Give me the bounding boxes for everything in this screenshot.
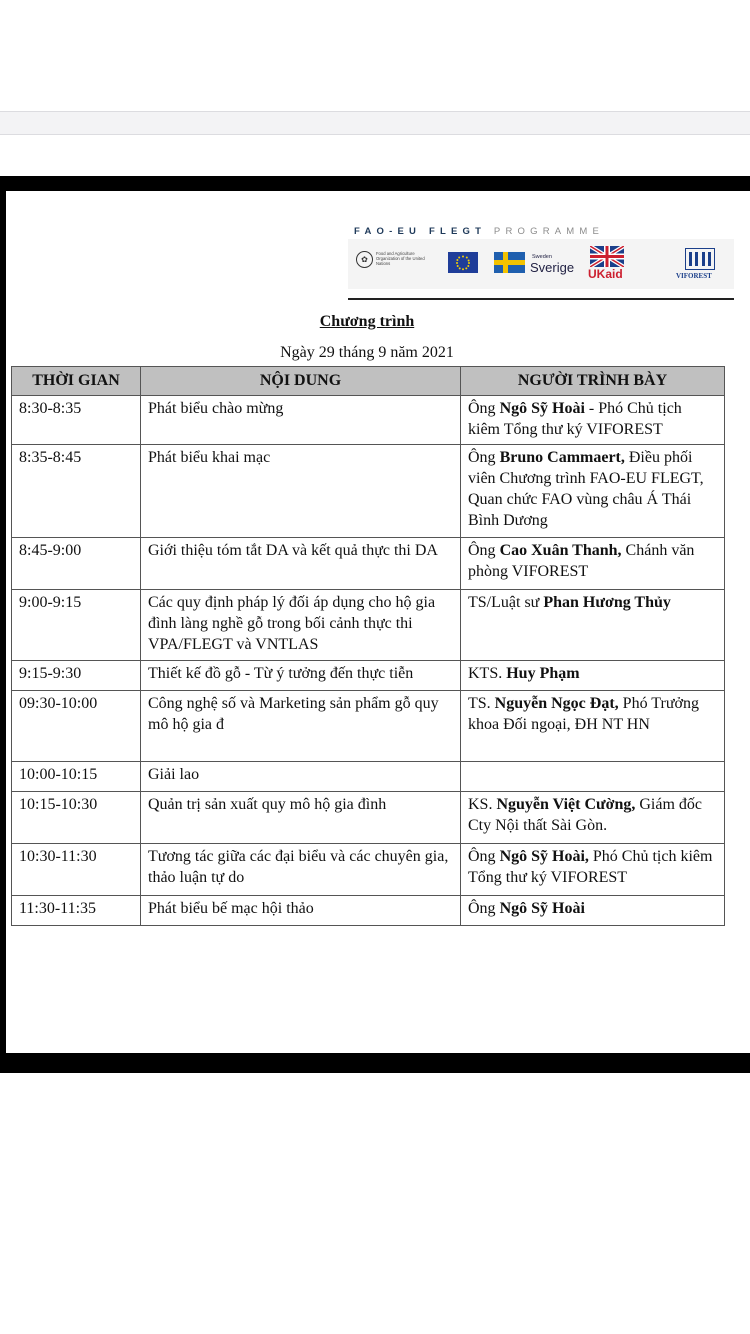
presenter-role: Điều phối viên Chương trình FAO-EU FLEGT, Quan chức FAO vùng châu Á Thái Bình Dương [468, 449, 704, 529]
table-row [12, 896, 725, 926]
sweden-flag-icon [494, 252, 525, 273]
presenter-prefix: KTS. [468, 665, 507, 682]
row-content: Các quy định pháp lý đối áp dụng cho hộ gia đình làng nghề gỗ trong bối cảnh thực thi VPA/FLEGT và VNTLAS [141, 590, 461, 661]
row-presenter [461, 590, 725, 661]
row-presenter [461, 762, 725, 792]
table-row [12, 691, 725, 762]
row-presenter [461, 896, 725, 926]
table-header-row [12, 367, 725, 396]
programme-text: PROGRAMME [493, 226, 605, 237]
row-time: 10:00-10:15 [12, 762, 141, 792]
row-content: Tương tác giữa các đại biểu và các chuyên gia, thảo luận tự do [141, 844, 461, 896]
row-presenter [461, 661, 725, 691]
presenter-name: Bruno Cammaert, [499, 449, 625, 466]
row-time: 9:00-9:15 [12, 590, 141, 661]
row-presenter [461, 844, 725, 896]
presenter-prefix: TS/Luật sư [468, 594, 544, 611]
table-row [12, 538, 725, 590]
row-presenter [461, 538, 725, 590]
eu-flag-icon [448, 252, 478, 273]
presenter-name: Ngô Sỹ Hoài [499, 900, 585, 917]
flegt-text: FLEGT [428, 226, 487, 237]
row-time: 8:45-9:00 [12, 538, 141, 590]
column-header-presenter: NGƯỜI TRÌNH BÀY [461, 367, 725, 396]
row-time: 9:15-9:30 [12, 661, 141, 691]
schedule-table [11, 366, 725, 926]
row-content: Phát biểu khai mạc [141, 445, 461, 538]
presenter-name: Phan Hương Thủy [543, 594, 671, 611]
presenter-name: Cao Xuân Thanh, [499, 542, 622, 559]
presenter-role: Chánh văn phòng VIFOREST [468, 542, 695, 580]
presenter-role: Phó Trưởng khoa Đối ngoại, ĐH NT HN [468, 695, 699, 733]
document-frame [0, 176, 750, 1073]
document-page [6, 191, 750, 1053]
row-presenter [461, 396, 725, 445]
presenter-name: Huy Phạm [506, 665, 580, 682]
row-time: 09:30-10:00 [12, 691, 141, 762]
presenter-name: Nguyễn Ngọc Đạt, [494, 695, 619, 712]
sweden-logo-text: Sverige [530, 260, 575, 275]
table-row [12, 844, 725, 896]
row-presenter [461, 445, 725, 538]
table-row [12, 661, 725, 691]
program-date: Ngày 29 tháng 9 năm 2021 [280, 344, 454, 361]
fao-eu-text: FAO-EU [354, 226, 422, 237]
presenter-name: Ngô Sỹ Hoài, [499, 848, 589, 865]
presenter-role: Phó Chủ tịch kiêm Tổng thư ký VIFOREST [468, 848, 713, 886]
programme-banner [354, 226, 604, 237]
row-time: 10:30-11:30 [12, 844, 141, 896]
row-content: Phát biểu bế mạc hội thảo [141, 896, 461, 926]
sponsor-logos [348, 239, 734, 289]
viforest-logo-text: VIFOREST [676, 272, 712, 280]
column-header-time: THỜI GIAN [12, 367, 141, 396]
presenter-name: Nguyễn Việt Cường, [496, 796, 636, 813]
row-content: Phát biểu chào mừng [141, 396, 461, 445]
row-time: 10:15-10:30 [12, 792, 141, 844]
presenter-prefix: Ông [468, 542, 500, 559]
table-row [12, 445, 725, 538]
page-title: Chương trình [319, 313, 415, 330]
row-content: Giới thiệu tóm tắt DA và kết quả thực thi DA [141, 538, 461, 590]
header-divider [348, 298, 734, 300]
uk-flag-icon [590, 246, 624, 267]
ukaid-logo-text: UKaid [588, 267, 623, 281]
presenter-prefix: Ông [468, 400, 500, 417]
row-time: 11:30-11:35 [12, 896, 141, 926]
presenter-prefix: TS. [468, 695, 495, 712]
presenter-prefix: KS. [468, 796, 497, 813]
row-content: Công nghệ số và Marketing sản phẩm gỗ quy mô hộ gia đ [141, 691, 461, 762]
presenter-prefix: Ông [468, 900, 500, 917]
row-time: 8:30-8:35 [12, 396, 141, 445]
viforest-logo-icon [685, 248, 715, 270]
presenter-role: Giám đốc Cty Nội thất Sài Gòn. [468, 796, 703, 834]
browser-toolbar [0, 111, 750, 135]
column-header-content: NỘI DUNG [141, 367, 461, 396]
presenter-role: - Phó Chủ tịch kiêm Tổng thư ký VIFOREST [468, 400, 682, 438]
sweden-small-text: Sweden [532, 254, 552, 260]
presenter-prefix: Ông [468, 848, 500, 865]
fao-logo-text: Food and Agriculture Organization of the United Nations [376, 251, 425, 266]
row-content: Giải lao [141, 762, 461, 792]
table-row [12, 792, 725, 844]
presenter-name: Ngô Sỹ Hoài [499, 400, 585, 417]
row-presenter [461, 691, 725, 762]
fao-logo-icon: ✿ [356, 251, 373, 268]
table-row [12, 396, 725, 445]
table-row [12, 762, 725, 792]
table-row [12, 590, 725, 661]
row-presenter [461, 792, 725, 844]
row-time: 8:35-8:45 [12, 445, 141, 538]
row-content: Thiết kế đồ gỗ - Từ ý tưởng đến thực tiễn [141, 661, 461, 691]
presenter-prefix: Ông [468, 449, 500, 466]
row-content: Quản trị sản xuất quy mô hộ gia đình [141, 792, 461, 844]
